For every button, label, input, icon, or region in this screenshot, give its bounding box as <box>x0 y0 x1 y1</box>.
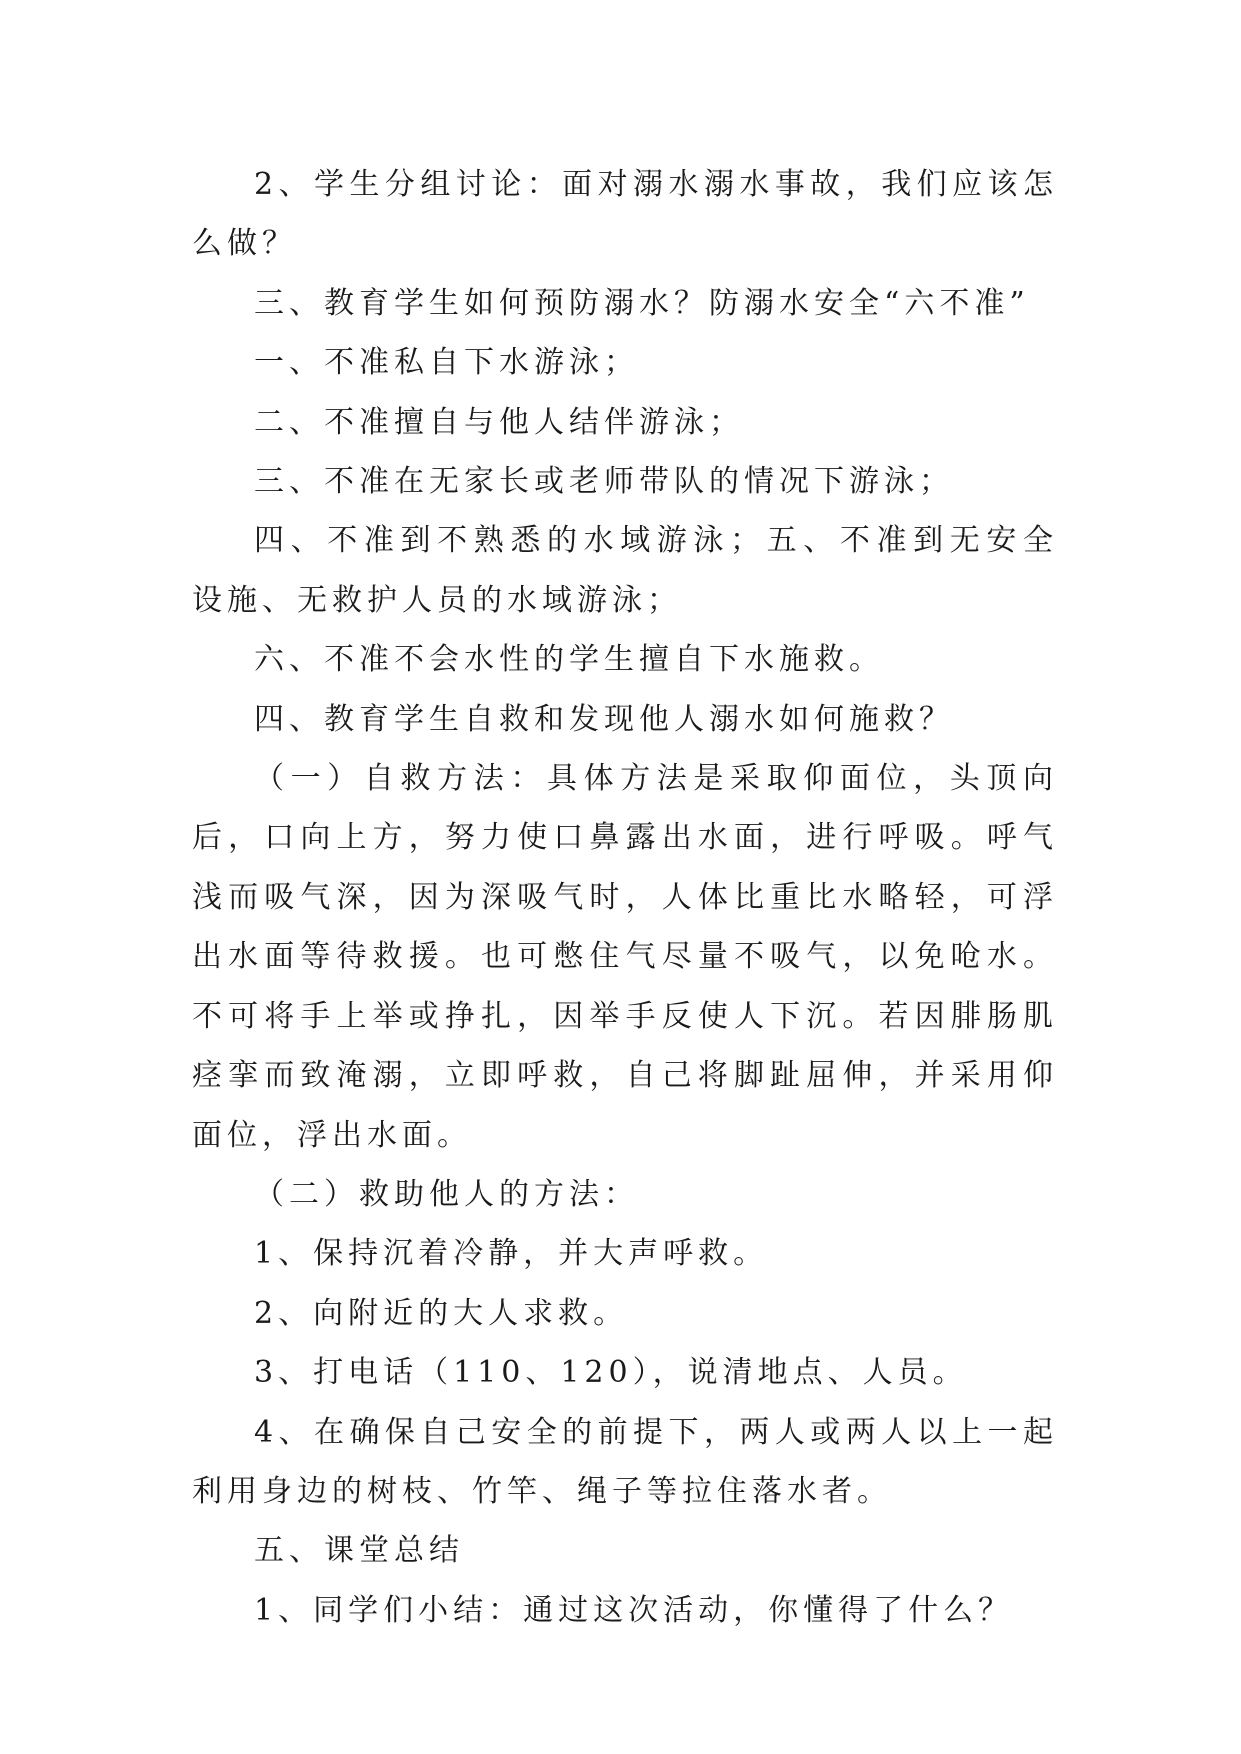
heading-help-others: （二）救助他人的方法： <box>254 1176 639 1212</box>
rule-2: 二、不准擅自与他人结伴游泳； <box>254 404 744 440</box>
heading-self-rescue: 四、教育学生自救和发现他人溺水如何施救？ <box>254 701 954 737</box>
help-step-4: 4、在确保自己安全的前提下，两人或两人以上一起利用身边的树枝、竹竿、绳子等拉住落水者。 <box>192 1414 1058 1509</box>
paragraph-self-rescue-method: （一）自救方法：具体方法是采取仰面位，头顶向后，口向上方，努力使口鼻露出水面，进行呼吸。呼气浅而吸气深，因为深吸气时，人体比重比水略轻，可浮出水面等待救援。也可憋住气尽量不吸气，以免呛水。不可将手上举或挣扎，因举手反使人下沉。若因腓肠肌痉挛而致淹溺，立即呼救，自己将脚趾屈伸，并采用仰面位，浮出水面。 <box>192 761 1058 1153</box>
paragraph-group-discussion: 2、学生分组讨论：面对溺水溺水事故，我们应该怎么做？ <box>192 167 1058 262</box>
summary-item-1: 1、同学们小结：通过这次活动，你懂得了什么？ <box>254 1592 1014 1628</box>
rule-4-5: 四、不准到不熟悉的水域游泳；五、不准到无安全设施、无救护人员的水域游泳； <box>192 523 1058 618</box>
help-step-3: 3、打电话（110、120），说清地点、人员。 <box>254 1355 968 1391</box>
help-step-2: 2、向附近的大人求救。 <box>254 1295 629 1331</box>
heading-summary: 五、课堂总结 <box>254 1533 464 1569</box>
rule-3: 三、不准在无家长或老师带队的情况下游泳； <box>254 464 954 500</box>
heading-prevention: 三、教育学生如何预防溺水？防溺水安全“六不准” <box>254 285 1030 321</box>
rule-6: 六、不准不会水性的学生擅自下水施救。 <box>254 642 884 678</box>
help-step-1: 1、保持沉着冷静，并大声呼救。 <box>254 1236 769 1272</box>
document-body <box>192 155 1058 1640</box>
rule-1: 一、不准私自下水游泳； <box>254 345 639 381</box>
